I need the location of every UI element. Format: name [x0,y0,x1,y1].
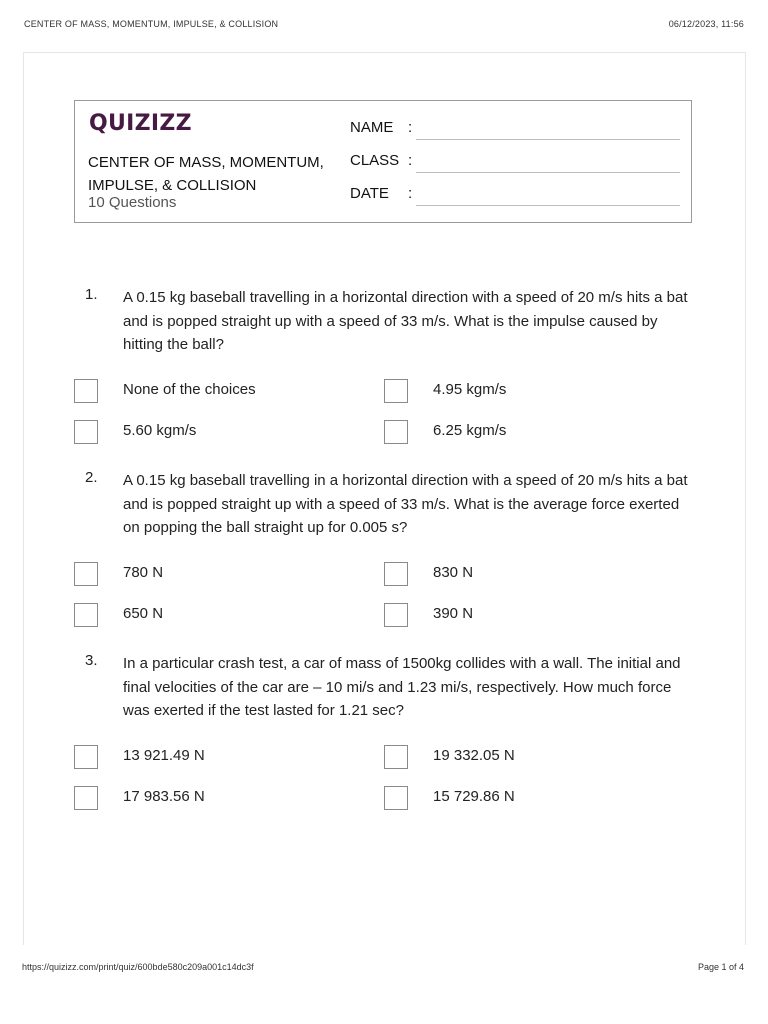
answer-checkbox[interactable] [384,745,408,769]
class-label: CLASS [350,152,400,169]
answer-checkbox[interactable] [384,603,408,627]
class-field [350,152,680,176]
answer-option[interactable] [384,745,674,771]
answer-text: 390 N [433,605,474,622]
question-number: 3. [85,652,98,669]
answer-text: 6.25 kgm/s [433,422,507,439]
answer-text: 5.60 kgm/s [123,422,197,439]
answer-option[interactable] [74,379,364,405]
question-2 [74,469,694,629]
answer-option[interactable] [74,420,364,446]
date-line [416,205,680,206]
answer-option[interactable] [384,420,674,446]
print-footer [22,962,744,976]
question-number: 2. [85,469,98,486]
answer-text: 15 729.86 N [433,788,515,805]
question-count: 10 Questions [88,194,177,211]
question-text: A 0.15 kg baseball travelling in a horizontal direction with a speed of 20 m/s hits a bat and is popped straight up with a speed of 33 m/s. What is the impulse caused by hitting the ball? [123,289,688,353]
answer-text: 19 332.05 N [433,747,515,764]
name-label: NAME [350,119,394,136]
answer-text: 4.95 kgm/s [433,381,507,398]
answer-text: 830 N [433,564,474,581]
answer-option[interactable] [384,786,674,812]
answer-text: 650 N [123,605,164,622]
answer-checkbox[interactable] [74,420,98,444]
answer-checkbox[interactable] [74,379,98,403]
answer-checkbox[interactable] [384,562,408,586]
name-colon: : [408,119,413,136]
answer-checkbox[interactable] [74,562,98,586]
worksheet-header-box [74,100,692,223]
answer-option[interactable] [74,745,364,771]
page-indicator: Page 1 of 4 [697,962,744,972]
answer-text: None of the choices [123,381,256,398]
question-text: A 0.15 kg baseball travelling in a horizontal direction with a speed of 20 m/s hits a bat and is popped straight up with a speed of 33 m/s. What is the average force exerted on popping the ball straight up for 0.005 s? [123,472,688,536]
answer-option[interactable] [384,603,674,629]
question-number: 1. [85,286,98,303]
date-field [350,185,680,209]
answer-option[interactable] [74,786,364,812]
quizizz-logo: QUIZIZZ [89,111,192,136]
answer-option[interactable] [74,562,364,588]
question-text: In a particular crash test, a car of mass of 1500kg collides with a wall. The initial and final velocities of the car are – 10 mi/s and 1.23 mi/s, respectively. How much force was exerted if the test lasted for 1.21 sec? [123,655,681,719]
print-footer-url[interactable]: https://quizizz.com/print/quiz/600bde580c209a001c14dc3f [22,962,254,972]
answer-checkbox[interactable] [74,745,98,769]
answer-checkbox[interactable] [384,786,408,810]
answer-option[interactable] [74,603,364,629]
answer-option[interactable] [384,562,674,588]
answer-checkbox[interactable] [74,786,98,810]
answer-checkbox[interactable] [384,420,408,444]
print-header [24,19,744,33]
name-field [350,119,680,143]
question-1 [74,286,694,446]
print-header-datetime: 06/12/2023, 11:56 [668,19,744,29]
class-colon: : [408,152,413,169]
quiz-title: CENTER OF MASS, MOMENTUM, IMPULSE, & COLLISION [88,154,324,194]
question-3 [74,652,694,812]
answer-option[interactable] [384,379,674,405]
answer-text: 17 983.56 N [123,788,205,805]
date-label: DATE [350,185,389,202]
answer-text: 13 921.49 N [123,747,205,764]
print-header-title: CENTER OF MASS, MOMENTUM, IMPULSE, & COLLISION [24,19,279,29]
class-line [416,172,680,173]
answer-checkbox[interactable] [74,603,98,627]
answer-text: 780 N [123,564,164,581]
answer-checkbox[interactable] [384,379,408,403]
date-colon: : [408,185,413,202]
name-line [416,139,680,140]
